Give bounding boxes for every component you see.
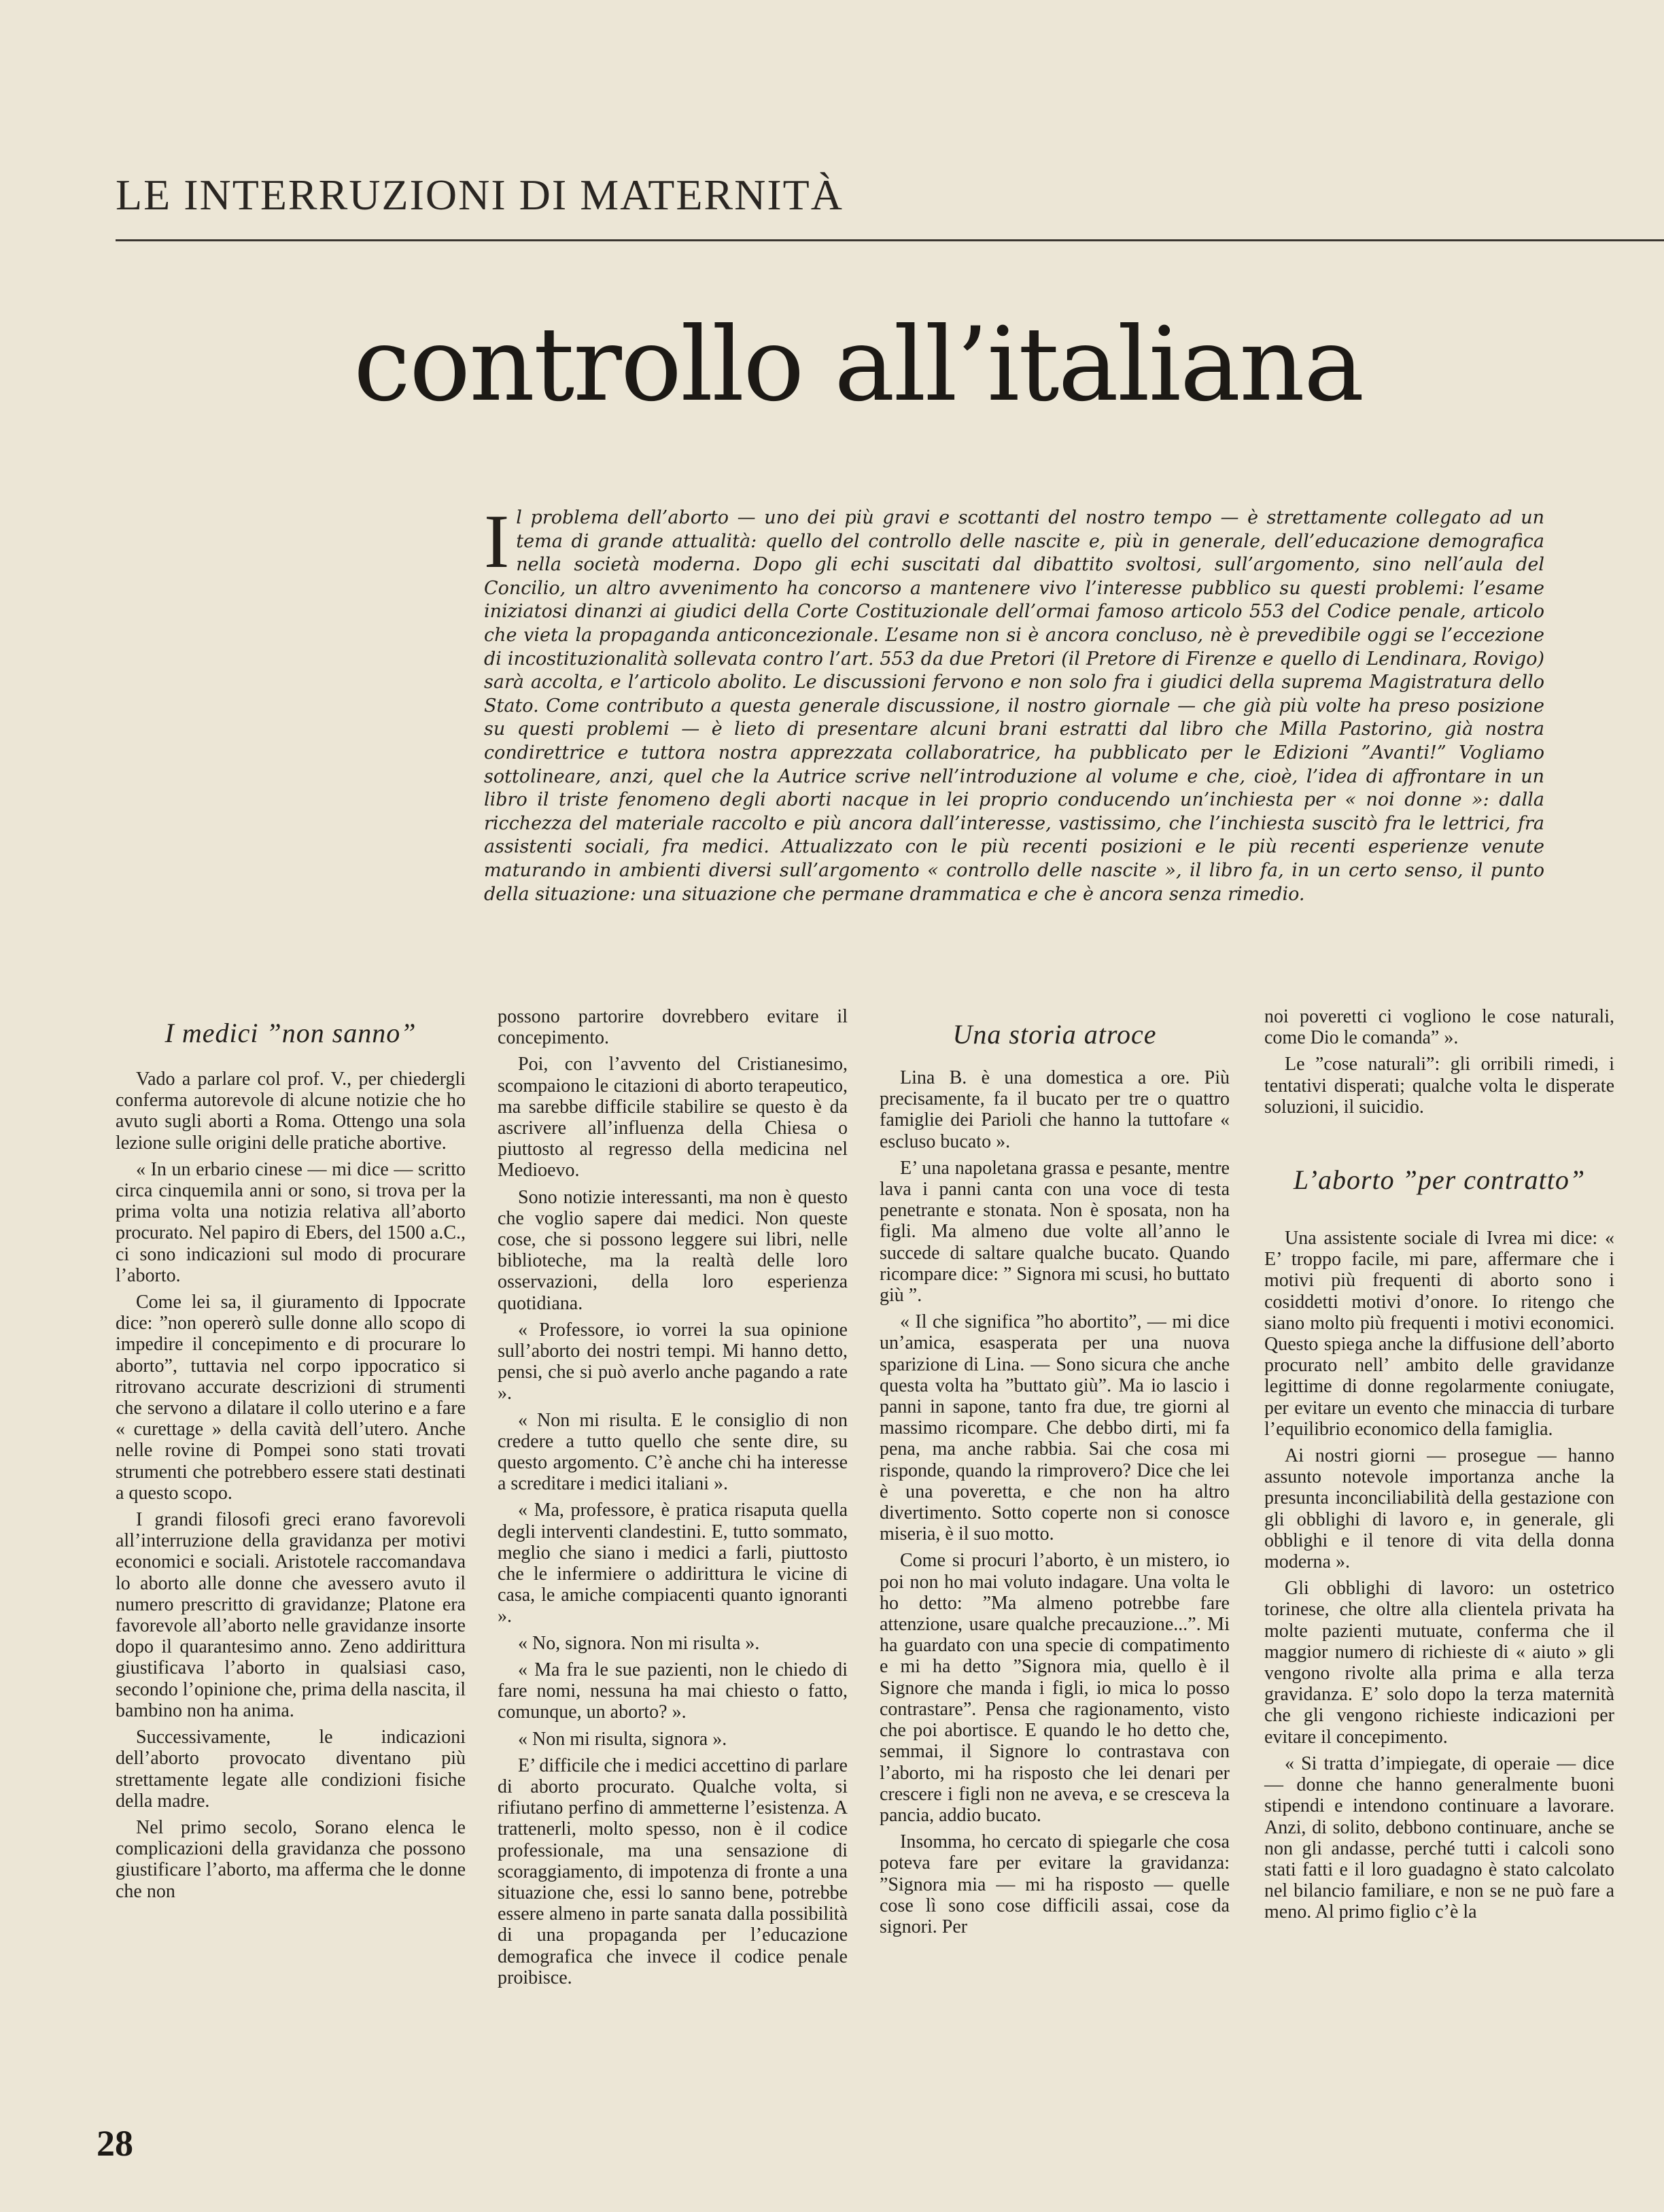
paragraph: Come si procuri l’aborto, è un mistero, io poi non ho mai voluto indagare. Una volta le ho detto: ”Ma almeno potrebbe fare attenzione, usare qualche precauzione...”. Mi ha guardato con una specie di compatimento e mi ha detto ”Signora mia, quello è il Signore che manda i figli, io mica lo posso contrastare”. Pensa che ragionamento, visto che poi abortisce. E quando le ho detto che, semmai, il Signore lo contrastava con l’aborto, mi ha risposto che lei denari per crescere i figli non ne aveva, e se cresceva la pancia, addio bucato. [880,1550,1230,1826]
paragraph: « Si tratta d’impiegate, di operaie — dice — donne che hanno generalmente buoni stipendi e intendono continuare a lavorare. Anzi, di solito, debbono continuare, anche se non gli andasse, perché tutti i calcoli sono stati fatti e il loro guadagno è stato calcolato nel bilancio familiare, e non se ne può fare a meno. Al primo figlio c’è la [1264,1752,1614,1923]
paragraph: « No, signora. Non mi risulta ». [518,1632,760,1654]
subheading-storia: Una storia atroce [952,1019,1157,1050]
article-title: controllo all’italiana [353,306,1364,424]
paragraph: possono partorire dovrebbero evitare il concepimento. [498,1006,848,1049]
paragraph: « Non mi risulta. E le consiglio di non credere a tutto quello che sente dire, su questo argomento. C’è anche chi ha interesse a screditare i medici italiani ». [498,1409,848,1495]
paragraph: Come lei sa, il giuramento di Ippocrate dice: ”non opererò sulle donne allo scopo di impedire il concepimento e di procurare lo aborto”, tuttavia nel corpo ippocratico si ritrovano accurate descrizioni di strumenti che servono a dilatare il collo uterino e a fare « curettage » della cavità dell’utero. Anche nelle rovine di Pompei sono stati trovati strumenti che potrebbero essere stati destinati a questo scopo. [116,1292,466,1504]
column-1 [116,1006,466,1907]
paragraph: Nel primo secolo, Sorano elenca le complicazioni della gravidanza che possono giustificare l’aborto, ma afferma che le donne che non [116,1816,466,1902]
paragraph: Le ”cose naturali”: gli orribili rimedi, i tentativi disperati; qualche volta le disperate soluzioni, il suicidio. [1264,1054,1614,1118]
section-heading: LE INTERRUZIONI DI MATERNITÀ [116,171,844,219]
paragraph: Insomma, ho cercato di spiegarle che cosa poteva fare per evitare la gravidanza: ”Signora mia — mi ha risposto — quelle cose lì sono cose difficili assai, cose da signori. Per [880,1831,1230,1937]
column-4 [1264,1006,1614,1929]
paragraph: Vado a parlare col prof. V., per chiedergli conferma autorevole di alcune notizie che ho avuto sugli aborti a Roma. Ottengo una sola lezione sulle origini delle pratiche abortive. [116,1069,466,1154]
paragraph: Sono notizie interessanti, ma non è questo che voglio sapere dai medici. Non queste cose, che si possono leggere sui libri, nelle biblioteche, ma la realtà delle loro osservazioni, della loro esperienza quotidiana. [498,1186,848,1314]
paragraph: « In un erbario cinese — mi dice — scritto circa cinquemila anni or sono, si trova per la prima volta una notizia relativa all’aborto procurato. Nel papiro di Ebers, del 1500 a.C., ci sono indicazioni sul modo di procurare l’aborto. [116,1158,466,1286]
paragraph: Successivamente, le indicazioni dell’aborto provocato diventano più strettamente legate alle condizioni fisiche della madre. [116,1727,466,1812]
paragraph: Poi, con l’avvento del Cristianesimo, scompaiono le citazioni di aborto terapeutico, ma sarebbe difficile stabilire se questo è da ascrivere all’influenza della Chiesa o piuttosto al regresso della medicina nel Medioevo. [498,1054,848,1181]
paragraph: « Ma, professore, è pratica risaputa quella degli interventi clandestini. E, tutto sommato, meglio che siano i medici a farli, piuttosto che le infermiere o addirittura le vicine di casa, le amiche compiacenti quanto ignoranti ». [498,1500,848,1627]
paragraph: noi poveretti ci vogliono le cose naturali, come Dio le comanda” ». [1264,1006,1614,1049]
header-rule [116,239,1664,241]
paragraph: « Non mi risulta, signora ». [518,1728,727,1750]
paragraph: E’ difficile che i medici accettino di parlare di aborto procurato. Qualche volta, si rifiutano perfino di ammetterne l’esistenza. A trattenerli, molto spesso, non è il codice professionale, ma una sensazione di scoraggiamento, di impotenza di fronte a una situazione che, essi lo sanno bene, potrebbe essere almeno in parte sanata dalla possibilità di una propaganda per l’educazione demografica che invece il codice penale proibisce. [498,1755,848,1988]
page-number: 28 [97,2123,133,2164]
column-3 [880,1006,1230,1943]
intro-dropcap: I [484,500,510,584]
subheading-contratto: L’aborto ”per contratto” [1293,1164,1586,1196]
article-intro [484,500,1544,906]
paragraph: « Ma fra le sue pazienti, non le chiedo di fare nomi, nessuna ha mai chiesto o fatto, comunque, un aborto? ». [498,1659,848,1723]
intro-text: l problema dell’aborto — uno dei più gravi e scottanti del nostro tempo — è strettamente collegato ad un tema di grande attualità: quello del controllo delle nascite e, più in generale, dell’educazione demografica nella società moderna. Dopo gli echi suscitati dal dibattito svoltosi, sull’argomento, sino nell’aula del Concilio, un altro avvenimento ha concorso a mantenere vivo l’interesse pubblico su questi problemi: l’esame iniziatosi dinanzi ai giudici della Corte Costituzionale dell’ormai famoso articolo 553 del Codice penale, articolo che vieta la propaganda anticoncezionale. L’esame non si è ancora concluso, nè è prevedibile oggi se l’eccezione di incostituzionalità sollevata contro l’art. 553 da due Pretori (il Pretore di Firenze e quello di Lendinara, Rovigo) sarà accolta, e l’articolo abolito. Le discussioni fervono e non solo fra i giudici della suprema Magistratura dello Stato. Come contributo a questa generale discussione, il nostro giornale — che già più volte ha preso posizione su questi problemi — è lieto di presentare alcuni brani estratti dal libro che Milla Pastorino, già nostra condirettrice e tuttora nostra apprezzata collaboratrice, ha pubblicato per le Edizioni ”Avanti!” Vogliamo sottolineare, anzi, quel che la Autrice scrive nell’introduzione al volume e che, cioè, l’idea di affrontare in un libro il triste fenomeno degli aborti nacque in lei proprio conducendo un’inchiesta per « noi donne »: dalla ricchezza del materiale raccolto e più ancora dall’interesse, vastissimo, che l’inchiesta suscitò fra le lettrici, fra assistenti sociali, fra medici. Attualizzato con le più recenti posizioni e le più recenti esperienze venute maturando in ambienti diversi sull’argomento « controllo delle nascite », il libro fa, in un certo senso, il punto della situazione: una situazione che permane drammatica e che è ancora senza rimedio. [484,507,1544,905]
paragraph: Una assistente sociale di Ivrea mi dice: « E’ troppo facile, mi pare, affermare che i motivi più frequenti di aborto sono i cosiddetti motivi d’onore. Io ritengo che siano molto più frequenti i motivi economici. Questo spiega anche la diffusione dell’aborto procurato nell’ ambito delle gravidanze legittime di donne regolarmente coniugate, per evitare un evento che minaccia di turbare l’equilibrio economico della famiglia. [1264,1228,1614,1440]
paragraph: Ai nostri giorni — prosegue — hanno assunto notevole importanza anche la presunta inconciliabilità della gestazione con gli obblighi di lavoro e, in generale, gli obblighi e il tenore di vita della donna moderna ». [1264,1445,1614,1573]
paragraph: Gli obblighi di lavoro: un ostetrico torinese, che oltre alla clientela privata ha molte pazienti mutuate, conferma che il maggior numero di richieste di « aiuto » gli vengono rivolte alla prima e alla terza gravidanza. E’ solo dopo la terza maternità che gli vengono richieste indicazioni per evitare il concepimento. [1264,1578,1614,1748]
paragraph: E’ una napoletana grassa e pesante, mentre lava i panni canta con una voce di testa penetrante e stonata. Non è sposata, non ha figli. Ma almeno due volte all’anno le succede di saltare qualche bucato. Quando ricompare dice: ” Signora mi scusi, ho buttato giù ”. [880,1157,1230,1307]
column-2 [498,1006,848,1994]
paragraph: « Professore, io vorrei la sua opinione sull’aborto dei nostri tempi. Mi hanno detto, pensi, che si può averlo anche pagando a rate ». [498,1319,848,1404]
paragraph: Lina B. è una domestica a ore. Più precisamente, fa il bucato per tre o quattro famiglie dei Parioli che hanno la tuttofare « escluso bucato ». [880,1067,1230,1152]
paragraph: I grandi filosofi greci erano favorevoli all’interruzione della gravidanza per motivi economici e sociali. Aristotele raccomandava lo aborto alle donne che avessero avuto il numero prescritto di gravidanze; Platone era favorevole all’aborto nelle gravidanze insorte dopo il quarantesimo anno. Zeno addirittura giustificava l’aborto in qualsiasi caso, secondo l’opinione che, prima della nascita, il bambino non ha anima. [116,1509,466,1721]
subheading-medici: I medici ”non sanno” [164,1018,417,1048]
paragraph: « Il che significa ”ho abortito”, — mi dice un’amica, esasperata per una nuova sparizione di Lina. — Sono sicura che anche questa volta ha ”buttato giù”. Ma io lascio i panni in sapone, tanto fra due, tre giorni al massimo ricompare. Che debbo dirti, mi fa pena, ma anche rabbia. Sai che cosa mi risponde, quando la rimprovero? Dice che lei è una poveretta, e che non ha altro divertimento. Sotto coperte non si conosce miseria, è il suo motto. [880,1311,1230,1545]
